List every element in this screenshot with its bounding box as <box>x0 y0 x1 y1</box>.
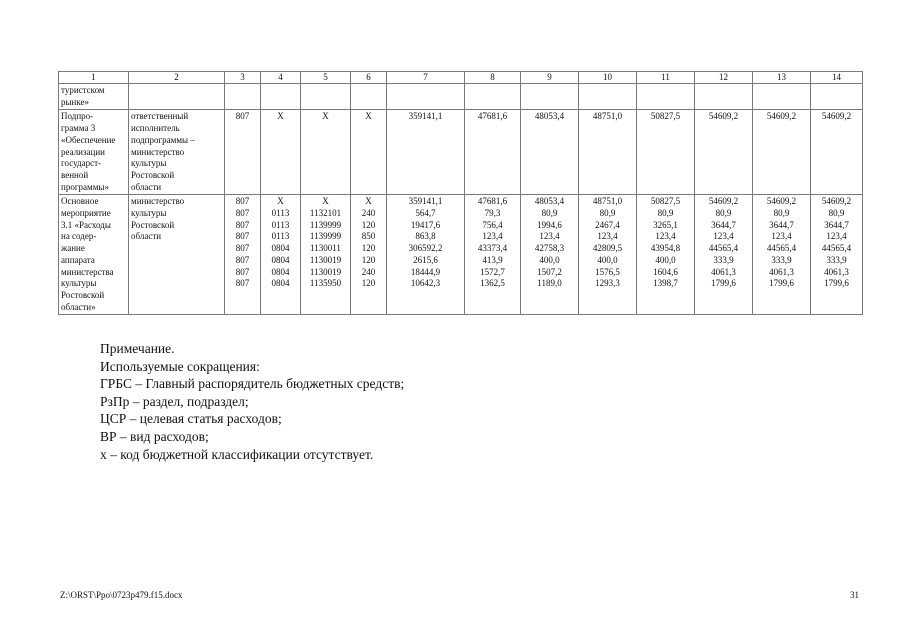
table-cell <box>387 84 465 110</box>
footer-file-path: Z:\ORST\Ppo\0723p479.f15.docx <box>60 590 183 600</box>
header-cell: 14 <box>811 72 863 84</box>
table-cell: 54609,2 <box>753 110 811 195</box>
table-cell: 47681,6 79,3 756,4 123,4 43373,4 413,9 1572,7 1362,5 <box>465 195 521 315</box>
notes-heading: Примечание. <box>100 341 175 356</box>
table-cell: министерство культуры Ростовской области <box>129 195 225 315</box>
table-cell <box>301 84 351 110</box>
header-cell: 1 <box>59 72 129 84</box>
table-cell: Основное мероприятие 3.1 «Расходы на содер- жание аппарата министерства культуры Ростовской области» <box>59 195 129 315</box>
table-cell <box>521 84 579 110</box>
table-cell <box>637 84 695 110</box>
header-cell: 11 <box>637 72 695 84</box>
header-cell: 5 <box>301 72 351 84</box>
table-cell <box>129 84 225 110</box>
table-cell <box>261 84 301 110</box>
table-cell: 54609,2 <box>811 110 863 195</box>
table-cell: Х <box>261 110 301 195</box>
table-cell: Х 0113 0113 0113 0804 0804 0804 0804 <box>261 195 301 315</box>
table-cell: Х <box>351 110 387 195</box>
table-cell: 50827,5 80,9 3265,1 123,4 43954,8 400,0 1604,6 1398,7 <box>637 195 695 315</box>
table-cell: Х <box>301 110 351 195</box>
table-row <box>59 84 863 110</box>
table-cell: 48053,4 <box>521 110 579 195</box>
header-cell: 6 <box>351 72 387 84</box>
table-cell: Подпро- грамма 3 «Обеспечение реализации государст- венной программы» <box>59 110 129 195</box>
table-cell: 47681,6 <box>465 110 521 195</box>
table-cell: 807 <box>225 110 261 195</box>
table-cell: Х 240 120 850 120 120 240 120 <box>351 195 387 315</box>
notes-line: РзПр – раздел, подраздел; <box>100 393 249 409</box>
table-cell: 54609,2 80,9 3644,7 123,4 44565,4 333,9 4061,3 1799,6 <box>811 195 863 315</box>
notes-line: х – код бюджетной классификации отсутствует. <box>100 446 374 462</box>
header-cell: 10 <box>579 72 637 84</box>
table-cell <box>695 84 753 110</box>
table-cell: 807 807 807 807 807 807 807 807 <box>225 195 261 315</box>
table-cell: 48053,4 80,9 1994,6 123,4 42758,3 400,0 1507,2 1189,0 <box>521 195 579 315</box>
table-row <box>59 110 863 195</box>
header-cell: 3 <box>225 72 261 84</box>
table-cell: ответственный исполнитель подпрограммы – министерство культуры Ростовской области <box>129 110 225 195</box>
table-cell: 48751,0 80,9 2467,4 123,4 42809,5 400,0 1576,5 1293,3 <box>579 195 637 315</box>
table-cell <box>753 84 811 110</box>
footer-page-number: 31 <box>850 590 859 600</box>
table-cell <box>351 84 387 110</box>
notes-line: ГРБС – Главный распорядитель бюджетных средств; <box>100 376 405 392</box>
budget-table <box>58 71 863 315</box>
header-cell: 8 <box>465 72 521 84</box>
header-cell: 13 <box>753 72 811 84</box>
notes-line: Используемые сокращения: <box>100 358 260 374</box>
header-cell: 9 <box>521 72 579 84</box>
table-header-row <box>59 72 863 84</box>
table-cell: 50827,5 <box>637 110 695 195</box>
header-cell: 7 <box>387 72 465 84</box>
notes-section <box>100 340 404 463</box>
table-cell <box>811 84 863 110</box>
header-cell: 12 <box>695 72 753 84</box>
table-cell <box>579 84 637 110</box>
table-cell: туристском рынке» <box>59 84 129 110</box>
table-cell: 54609,2 <box>695 110 753 195</box>
table-cell: 359141,1 564,7 19417,6 863,8 306592,2 2615,6 18444,9 10642,3 <box>387 195 465 315</box>
table-cell: 54609,2 80,9 3644,7 123,4 44565,4 333,9 4061,3 1799,6 <box>753 195 811 315</box>
table-cell: 48751,0 <box>579 110 637 195</box>
header-cell: 4 <box>261 72 301 84</box>
table-row <box>59 195 863 315</box>
header-cell: 2 <box>129 72 225 84</box>
notes-line: ЦСР – целевая статья расходов; <box>100 411 282 427</box>
table-cell: 359141,1 <box>387 110 465 195</box>
table-cell <box>225 84 261 110</box>
table-cell: 54609,2 80,9 3644,7 123,4 44565,4 333,9 4061,3 1799,6 <box>695 195 753 315</box>
table-cell <box>465 84 521 110</box>
notes-line: ВР – вид расходов; <box>100 428 209 444</box>
table-cell: Х 1132101 1139999 1139999 1130011 1130019 1130019 1135950 <box>301 195 351 315</box>
